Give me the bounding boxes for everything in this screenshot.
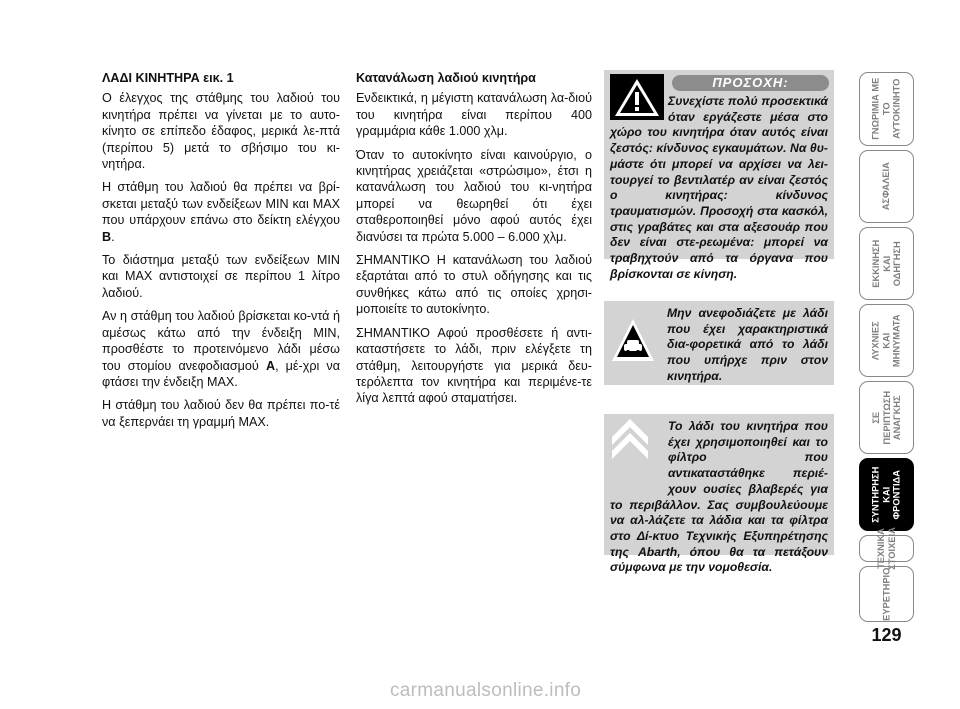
environment-note-text: Το λάδι του κινητήρα που έχει χρησιμοποιηθεί και το φίλτρο που αντικαταστάθηκε περιέ-χουν ουσίες βλαβερές για το περιβάλλον. Σας συμβουλεύουμε να αλ-λάζετε τα λάδια και τα φίλτρα στο Δί-κτυο Τεχνικής Εξυπηρέτησης της Abarth, όπου θα τα πετάξουν σύμφωνα με την νομοθεσία. bbox=[610, 419, 828, 575]
page-number: 129 bbox=[871, 625, 902, 645]
paragraph: Ενδεικτικά, η μέγιστη κατανάλωση λα-διού του κινητήρα είναι περίπου 400 γραμμάρια κάθε 1.000 χλμ. bbox=[356, 91, 592, 139]
tab-maintenance-care[interactable]: ΣΥΝΤΗΡΗΣΗ ΚΑΙ ΦΡΟΝΤΙΔΑ bbox=[859, 458, 914, 531]
tab-index[interactable] bbox=[859, 566, 914, 622]
tab-lights-messages[interactable]: ΛΥΧΝΙΕΣ ΚΑΙ ΜΗΝΥΜΑΤΑ bbox=[859, 304, 914, 377]
watermark: carmanualsonline.info bbox=[390, 680, 582, 701]
section-heading: Κατανάλωση λαδιού κινητήρα bbox=[356, 71, 536, 85]
car-warning-icon bbox=[610, 317, 656, 368]
paragraph: ΣΗΜΑΝΤΙΚΟ Αφού προσθέσετε ή αντι-καταστήσετε το λάδι, πριν ελέγξετε τη στάθμη, λειτουργήστε για μερικά δευ-τερόλεπτα τον κινητήρα και περιμένε-τε λίγα λεπτά αφού σταματήσει. bbox=[356, 325, 592, 406]
paragraph: Όταν το αυτοκίνητο είναι καινούργιο, ο κινητήρας χρειάζεται «στρώσιμο», έτσι η κατανάλωση του λαδιού του κι-νητήρα μπορεί να θεωρηθεί ότι έχει σταθεροποιηθεί μόνο αφού αυτός έχει διανύσει τα πρώτα 5.000 – 6.000 χλμ. bbox=[356, 147, 592, 244]
section-heading: ΛΑΔΙ ΚΙΝΗΤΗΡΑ εικ. 1 bbox=[102, 71, 234, 85]
paragraph: Ο έλεγχος της στάθμης του λαδιού του κινητήρα πρέπει να γίνεται με το αυτο-κίνητο σε επίπεδο έδαφος, μερικά λε-πτά (περίπου 5) μετά το σβήσιμο του κι-νητήρα. bbox=[102, 91, 340, 172]
paragraph: Αν η στάθμη του λαδιού βρίσκεται κο-ντά ή αμέσως κάτω από την ένδειξη MIN, προσθέστε το προτεινόμενο λάδι μέσω του στομίου ανεφοδιασμού A, μέ-χρι να φτάσει την ένδειξη MAX. bbox=[102, 309, 341, 389]
tab-safety[interactable]: ΑΣΦΑΛΕΙΑ bbox=[859, 150, 914, 223]
left-column bbox=[102, 70, 340, 437]
middle-column bbox=[356, 70, 592, 414]
warning-text: Συνεχίστε πολύ προσεκτικά όταν εργάζεστε μέσα στο χώρο του κινητήρα όταν αυτός είναι ζεστός: κίνδυνος εγκαυμάτων. Να θυ-μάστε ότι μπορεί να αρχίσει να λει-τουργεί το βεντιλατέρ αν είναι ζεστός ο κινητήρας: κίνδυνος τραυματισμών. Προσοχή στα κασκόλ, στις γραβάτες και στα αξεσουάρ που δεν είναι στε-ρεωμένα: μπορεί να τραβηχτούν από τα όργανα που βρίσκονται σε κίνηση. bbox=[610, 94, 828, 281]
warning-title: ΠΡΟΣΟΧΗ: bbox=[672, 75, 829, 91]
environment-note-box bbox=[604, 414, 834, 575]
tab-emergency[interactable]: ΣΕ ΠΕΡΙΠΤΩΣΗ ΑΝΑΓΚΗΣ bbox=[859, 381, 914, 454]
tab-starting-driving[interactable]: ΕΚΚΙΝΗΣΗ ΚΑΙ ΟΔΗΓΗΣΗ bbox=[859, 227, 914, 300]
warning-box bbox=[604, 70, 834, 281]
paragraph: Η στάθμη του λαδιού θα πρέπει να βρί-σκεται μεταξύ των ενδείξεων MIN και MAX που υπάρχουν επάνω στο δείκτη ελέγχου B. bbox=[102, 180, 340, 244]
tab-label: ΕΥΡΕΤΗΡΙΟ bbox=[881, 567, 892, 621]
paragraph: Το διάστημα μεταξύ των ενδείξεων MIN και MAX αντιστοιχεί σε περίπου 1 λίτρο λαδιού. bbox=[102, 253, 340, 300]
tab-vehicle-familiarisation[interactable]: ΓΝΩΡΙΜΙΑ ΜΕ ΤΟ ΑΥΤΟΚΙΝΗΤΟ bbox=[859, 72, 914, 146]
tab-technical-data[interactable]: ΤΕΧΝΙΚΑ ΣΤΟΙΧΕΙΑ bbox=[859, 535, 914, 562]
oil-note-box bbox=[604, 301, 834, 385]
paragraph: Η στάθμη του λαδιού δεν θα πρέπει πο-τέ να ξεπερνάει τη γραμμή MAX. bbox=[102, 398, 340, 429]
paragraph: ΣΗΜΑΝΤΙΚΟ Η κατανάλωση του λαδιού εξαρτάται από το στυλ οδήγησης και τις συνθήκες κάτω από τις οποίες χρησι-μοποιείτε το αυτοκίνητο. bbox=[356, 253, 592, 317]
oil-note-text: Μην ανεφοδιάζετε με λάδι που έχει χαρακτηριστικά δια-φορετικά από το λάδι που υπήρχε πριν στον κινητήρα. bbox=[667, 306, 828, 383]
